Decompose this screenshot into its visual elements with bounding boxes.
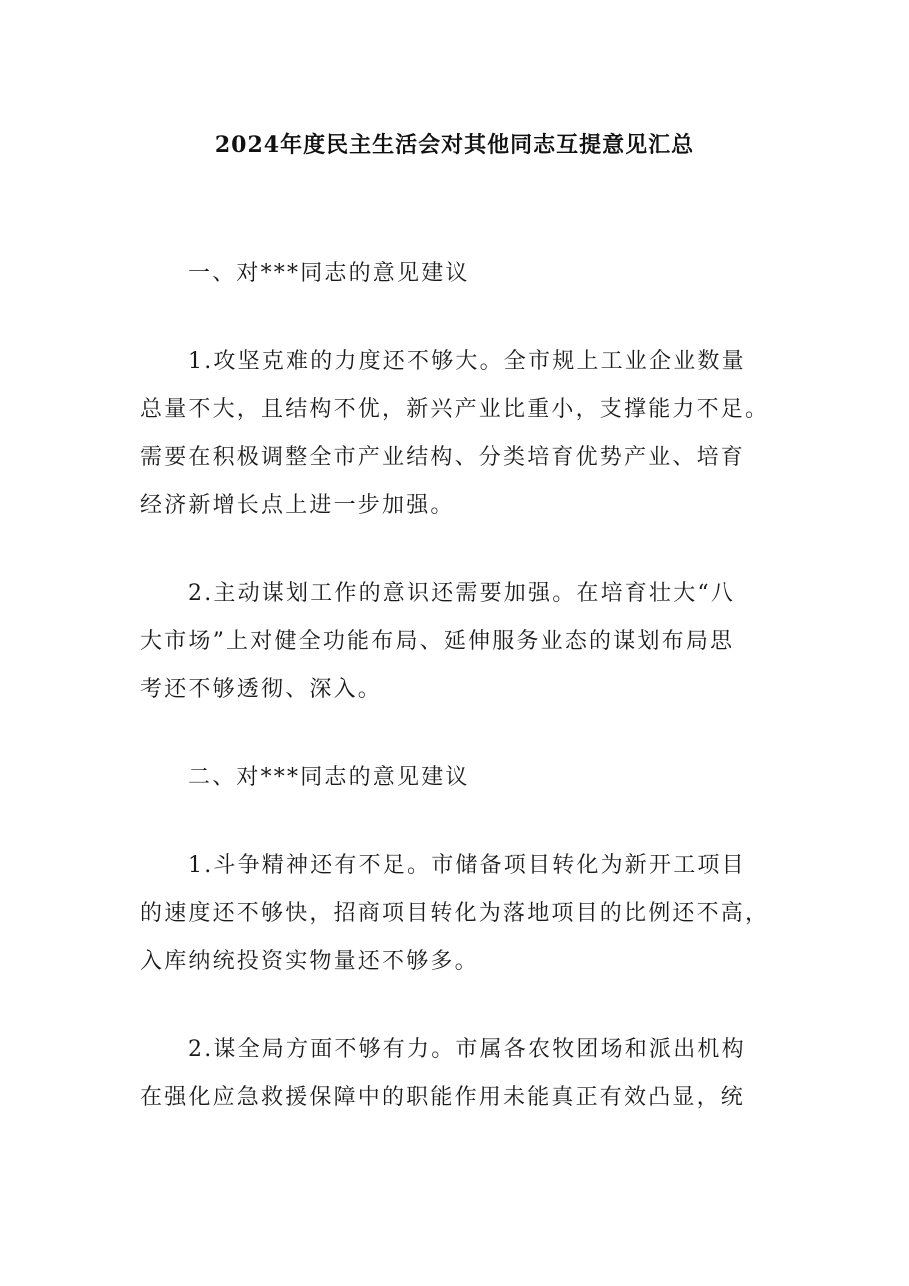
paragraph-line: 入库纳统投资实物量还不够多。	[140, 949, 479, 974]
paragraph-line: 考还不够透彻、深入。	[140, 677, 383, 702]
section-heading-1: 一、对***同志的意见建议	[188, 261, 470, 286]
paragraph-line: 需要在积极调整全市产业结构、分类培育优势产业、培育	[140, 445, 746, 470]
document-title: 2024年度民主生活会对其他同志互提意见汇总	[214, 132, 695, 158]
paragraph-line: 2.主动谋划工作的意识还需要加强。在培育壮大“八	[188, 581, 736, 606]
paragraph	[140, 338, 770, 530]
document-body	[140, 250, 770, 1162]
paragraph-line: 1.攻坚克难的力度还不够大。全市规上工业企业数量	[188, 349, 746, 374]
paragraph	[140, 1026, 760, 1122]
paragraph-line: 的速度还不够快，招商项目转化为落地项目的比例还不高，	[140, 901, 770, 926]
paragraph-line: 总量不大，且结构不优，新兴产业比重小，支撑能力不足。	[140, 397, 770, 422]
paragraph	[140, 842, 770, 986]
paragraph	[140, 570, 760, 714]
paragraph-line: 大市场”上对健全功能布局、延伸服务业态的谋划布局思	[140, 629, 735, 654]
paragraph-line: 在强化应急救援保障中的职能作用未能真正有效凸显，统	[140, 1085, 746, 1110]
section-heading-2: 二、对***同志的意见建议	[188, 765, 470, 790]
paragraph-line: 1.斗争精神还有不足。市储备项目转化为新开工项目	[188, 853, 746, 878]
paragraph-line: 2.谋全局方面不够有力。市属各农牧团场和派出机构	[188, 1037, 746, 1062]
paragraph-line: 经济新增长点上进一步加强。	[140, 493, 455, 518]
